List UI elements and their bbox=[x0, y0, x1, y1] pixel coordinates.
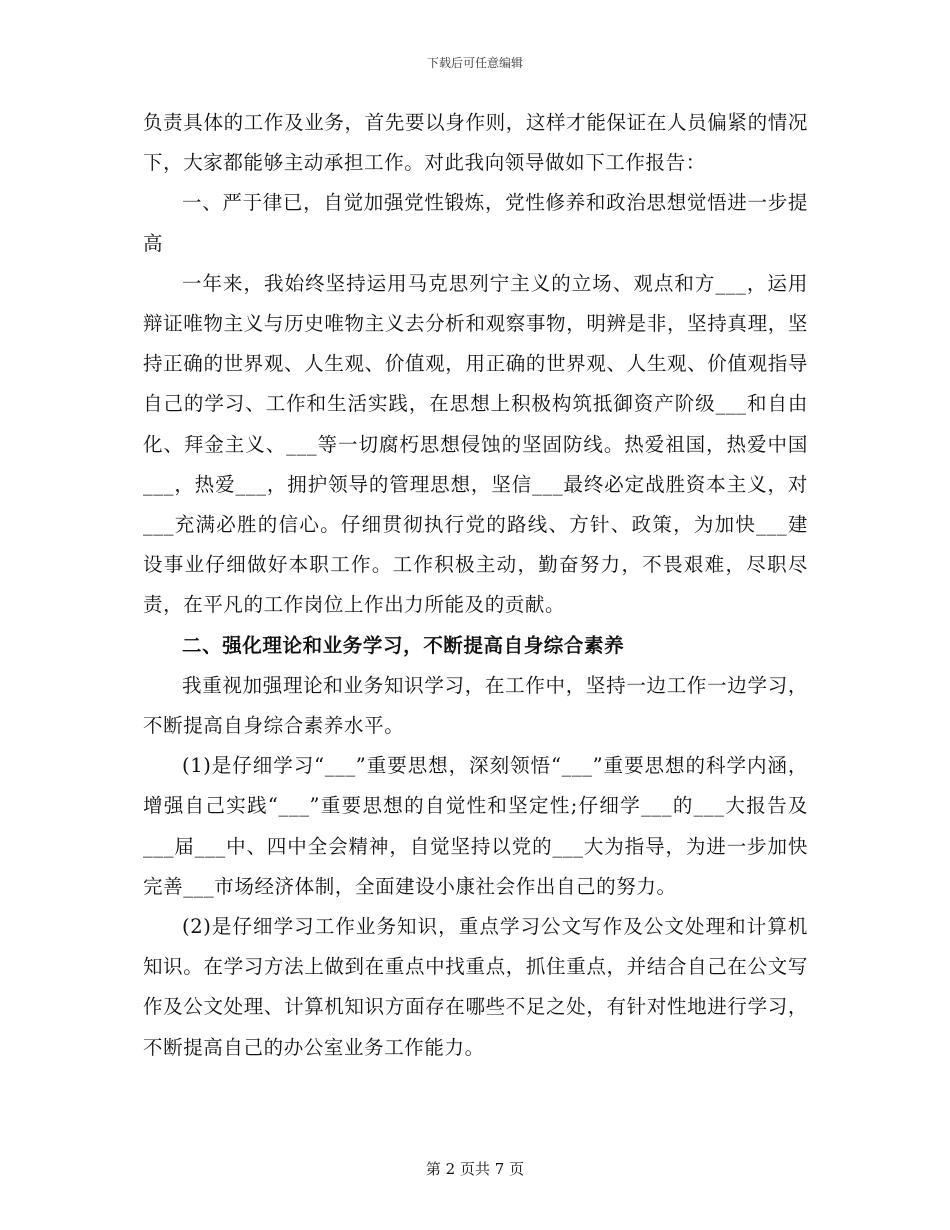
paragraph-item-2: (2)是仔细学习工作业务知识，重点学习公文写作及公文处理和计算机知识。在学习方法上做到在重点中找重点，抓住重点，并结合自己在公文写作及公文处理、计算机知识方面存在哪些不足之处，有针对性地进行学习，不断提高自己的办公室业务工作能力。 bbox=[143, 915, 808, 1059]
document-body bbox=[143, 103, 808, 1068]
page-footer: 第 2 页共 7 页 bbox=[425, 1160, 525, 1178]
page-header: 下载后可任意编辑 bbox=[426, 56, 523, 70]
paragraph-section-2-intro: 我重视加强理论和业务知识学习，在工作中，坚持一边工作一边学习，不断提高自身综合素养水平。 bbox=[143, 673, 808, 738]
paragraph-item-1: (1)是仔细学习“___”重要思想，深刻领悟“___”重要思想的科学内涵，增强自己实践“___”重要思想的自觉性和坚定性;仔细学___的___大报告及___届___中、四中全会精神，自觉坚持以党的___大为指导，为进一步加快完善___市场经济体制，全面建设小康社会作出自己的努力。 bbox=[143, 754, 808, 898]
paragraph-intro: 负责具体的工作及业务，首先要以身作则，这样才能保证在人员偏紧的情况下，大家都能够主动承担工作。对此我向领导做如下工作报告： bbox=[143, 111, 808, 175]
section-heading-1: 一、严于律已，自觉加强党性锻炼，党性修养和政治思想觉悟进一步提高 bbox=[143, 191, 808, 255]
section-heading-2: 二、强化理论和业务学习，不断提高自身综合素养 bbox=[182, 633, 625, 657]
paragraph-section-1: 一年来，我始终坚持运用马克思列宁主义的立场、观点和方___，运用辩证唯物主义与历史唯物主义去分析和观察事物，明辨是非，坚持真理，坚持正确的世界观、人生观、价值观，用正确的世界观、人生观、价值观指导自己的学习、工作和生活实践，在思想上积极构筑抵御资产阶级___和自由化、拜金主义、___等一切腐朽思想侵蚀的坚固防线。热爱祖国，热爱中国___，热爱___，拥护领导的管理思想，坚信___最终必定战胜资本主义，对___充满必胜的信心。仔细贯彻执行党的路线、方针、政策，为加快___建设事业仔细做好本职工作。工作积极主动，勤奋努力，不畏艰难，尽职尽责，在平凡的工作岗位上作出力所能及的贡献。 bbox=[143, 271, 808, 617]
